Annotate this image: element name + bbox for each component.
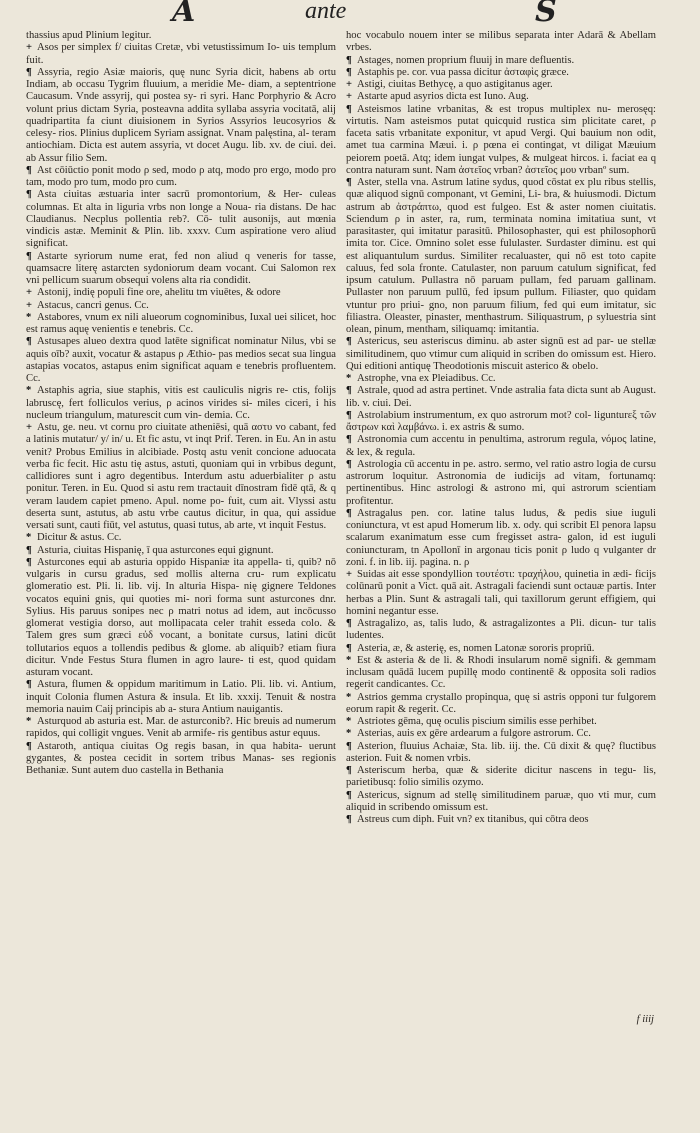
header-letter-right: S bbox=[535, 0, 557, 29]
entry-text: Asta ciuitas æstuaria inter sacrū promontorium, & Her- culeas columnas. Et alta in liguria vrbs non longe a Noua- ria distans. De hac Claudianus. Necplus pollentia reb?. Cō- tulit ausonijs, aut mœnia vindicis astæ. Meminit & Plin. lib. xxxv. Cum aspiratione vero aliud significat. bbox=[26, 189, 336, 250]
paragraph-mark-icon: ¶ bbox=[26, 544, 32, 556]
paragraph-mark-icon: ¶ bbox=[346, 54, 352, 66]
entry-text: Astacus, cancri genus. Cc. bbox=[37, 299, 149, 311]
dictionary-entry bbox=[26, 30, 336, 42]
paragraph-mark-icon: ¶ bbox=[346, 618, 352, 629]
paragraph-mark-icon: * bbox=[346, 728, 352, 740]
paragraph-mark-icon: ¶ bbox=[26, 679, 32, 691]
dictionary-entry bbox=[26, 300, 336, 312]
entry-text: Est & asteria & de li. & Rhodi insularum nomē signifi. & gemmam inclusam quādā lucem pupillę modo continentē & opposita soli radios regerit candicantes. Cc. bbox=[346, 654, 656, 691]
entry-text: Astaroth, antiqua ciuitas Og regis basan, in qua habita- uerunt gygantes, & postea cecidit in sortem tribus Manas- ses regionis Bethaniæ. Sunt autem duo castella in Bethania bbox=[26, 740, 336, 776]
entry-text: Astericus, signum ad stellę similitudinem paruæ, quo vti mur, cum aliquid in scribendo omissum est. bbox=[346, 789, 656, 813]
entry-text: Asterion, fluuius Achaiæ, Sta. lib. iij. the. Cū dixit & quę? fluctibus asterion. Fuit & nomen vrbis. bbox=[346, 740, 656, 764]
paragraph-mark-icon: ¶ bbox=[346, 814, 352, 825]
entry-text: Asteria, æ, & asterię, es, nomen Latonæ sororis propriū. bbox=[357, 642, 595, 654]
paragraph-mark-icon: ¶ bbox=[346, 740, 352, 752]
dictionary-entry bbox=[346, 692, 656, 717]
entry-text: Asterias, auis ex gēre ardearum a fulgore astrorum. Cc. bbox=[357, 728, 591, 740]
dictionary-entry bbox=[346, 508, 656, 569]
dictionary-entry bbox=[346, 459, 656, 508]
entry-text: Asos per simplex f/ ciuitas Cretæ, vbi vetustissimum Io- uis templum fuit. bbox=[26, 42, 336, 66]
paragraph-mark-icon: ¶ bbox=[26, 556, 32, 568]
right-column bbox=[346, 30, 656, 826]
entry-text: hoc vocabulo nouem inter se milibus separata inter Adarā & Abellam vrbes. bbox=[346, 30, 656, 54]
dictionary-entry bbox=[346, 814, 656, 826]
dictionary-entry bbox=[346, 790, 656, 815]
dictionary-entry bbox=[26, 312, 336, 337]
paragraph-mark-icon: ¶ bbox=[346, 385, 352, 397]
entry-text: thassius apud Plinium legitur. bbox=[26, 30, 152, 41]
entry-text: Astrophe, vna ex Pleiadibus. Cc. bbox=[357, 373, 496, 384]
paragraph-mark-icon: ¶ bbox=[26, 250, 32, 262]
dictionary-entry bbox=[346, 177, 656, 336]
dictionary-entry bbox=[26, 557, 336, 680]
dictionary-entry bbox=[26, 67, 336, 165]
entry-text: Astages, nomen proprium fluuij in mare defluentis. bbox=[357, 54, 575, 66]
dictionary-entry bbox=[346, 410, 656, 435]
dictionary-entry bbox=[26, 679, 336, 716]
dictionary-entry bbox=[346, 79, 656, 91]
entry-text: Astericus, seu asteriscus diminu. ab aster signū est ad par- ue stellæ similitudinem, quo vtimur cum aliquid in scriben do omissum est. Hiero. Qui editioni antiquę Theodotionis miscuit asterico & obelo. bbox=[346, 336, 656, 372]
paragraph-mark-icon: ¶ bbox=[346, 66, 352, 78]
dictionary-entry bbox=[26, 287, 336, 299]
paragraph-mark-icon: ¶ bbox=[26, 164, 32, 176]
paragraph-mark-icon: ¶ bbox=[346, 336, 352, 348]
signature-mark: f iiij bbox=[636, 1014, 654, 1025]
dictionary-entry bbox=[346, 373, 656, 385]
paragraph-mark-icon: + bbox=[346, 569, 353, 580]
paragraph-mark-icon: * bbox=[26, 311, 32, 323]
entry-text: Astarte syriorum nume erat, fed non aliud q veneris for tasse, quamsacre literę astarcten sydoniorum deam vocant. Cui Salomon rex vni pellicum suarum obsequi volens alta ria condidit. bbox=[26, 250, 336, 286]
entry-text: Astrale, quod ad astra pertinet. Vnde astralia fata dicta sunt ab August. lib. v. ciui. Dei. bbox=[346, 385, 656, 409]
entry-text: Astura, flumen & oppidum maritimum in Latio. Pli. lib. vi. Antium, inquit Colonia flumen Astura & insula. Et lib. xxxij. Tenuit & nostra memoria nauim Caij principis ab a- stura Antium nauigantis. bbox=[26, 679, 336, 715]
dictionary-entry bbox=[26, 545, 336, 557]
header-running-title: ante bbox=[305, 0, 347, 24]
entry-text: Astrologia cū accentu in pe. astro. sermo, vel ratio astro logia de cursu astrorum loquitur. Astronomia de iudicijs ad vitam, fortunamq: pertinentibus. Hinc astrologi & astrono mi, qui astrorum scientiam profitentur. bbox=[346, 458, 656, 507]
dictionary-entry bbox=[26, 42, 336, 67]
dictionary-entry bbox=[26, 165, 336, 190]
paragraph-mark-icon: * bbox=[26, 385, 32, 397]
entry-text: Astaphis pe. cor. vua passa dicitur ἀσταφὶς græce. bbox=[357, 66, 569, 78]
paragraph-mark-icon: + bbox=[26, 287, 33, 299]
dictionary-entry bbox=[346, 716, 656, 728]
paragraph-mark-icon: ¶ bbox=[346, 409, 352, 421]
entry-text: Astriotes gēma, quę oculis piscium similis esse perhibet. bbox=[357, 716, 597, 727]
paragraph-mark-icon: + bbox=[26, 422, 33, 433]
dictionary-entry bbox=[346, 618, 656, 643]
entry-text: Asteriscum herba, quæ & siderite dicitur nascens in tegu- lis, parietibusq: folio similis ozymo. bbox=[346, 765, 656, 789]
entry-text: Ast cōiūctio ponit modo ρ sed, modo ρ atq, modo pro ergo, modo pro tam, modo pro tum, modo pro cum. bbox=[26, 164, 336, 188]
dictionary-entry bbox=[26, 741, 336, 778]
entry-text: Suidas ait esse spondyllion τουτέστι: τραχήλου, quinetia in ædi- ficijs colūnarū ponit a Vict. quā ait. Astragali faciendi sunt octauæ partis. Inter herbas a Plin. Sunt & astragali tali, qui taxillorum gerunt effigiem, qui homini negantur esse. bbox=[346, 569, 656, 617]
paragraph-mark-icon: * bbox=[346, 373, 352, 384]
entry-text: Dicitur & astus. Cc. bbox=[37, 532, 122, 544]
entry-text: Astu, ge. neu. vt cornu pro ciuitate atheniēsi, quā αστυ vo cabant, fed a latinis mutatur/ y/ in/ u. Et fic astu, vt inqt Prif. Teren. in Eu. An in astu venit? Probus Emilius in alcibiade. Postq astu venit concione aduocata verba fic fecit. Hic astu tię astus, astuti, quoniam qui in vrbibus degunt, callidiores sunt i agro degentibus. Interdum astu aduerbialiter ρ astu ponitur. Teren. in Eu. Quod si astu rem tractauit dīnostram fidē qtā, & q veram laudem capiet pmeno. Apul. nome po- fuit, cum ait. Vlyssi astu deserta sunt, astutus, ab astu vrbe cautus dicitur, in qua, qui assidue versati sunt, cauti fiūt, vel astutus, quasi tutus, ab arte, vt inquit Festus. bbox=[26, 422, 336, 531]
paragraph-mark-icon: * bbox=[346, 654, 352, 666]
entry-text: Astragalus pen. cor. latine talus ludus, & pedis siue iuguli coniunctura, vt est apud Homerum lib. x. ody. qui scribit El penora lapsu scalarum exanimatum esse cum fregisset astra- galon, id est iuguli coniuncturam, tn Apollonī in argonau ticis ponit ρ ludo q vulganter dr zoni. f. in lib. iij. pagina. n. ρ bbox=[346, 507, 656, 568]
entry-text: Asturcones equi ab asturia oppido Hispaniæ ita appella- ti, quib? nō vulgaris in cursu gradus, sed mollis alterna cru- rum explicatu glomeratio est. Pli. li. lib. vij. In alturia Hispa- nię gignere Teldones vocatos equini gnis, qui quoties mi- nori forma sunt asturcones dnr. Sylius. His paruus sonipes nec ρ matri notus ad idem, aut incōcusso glomerat vestigia dorso, aut mollipacata celer trahit esseda colo. & Talem gres sum græci εὐδ vocant, a bonitate cursus, latini dicūt tollutarios equos a tollendis pedibus & glome. ab aliquib? etiam fiura dicitur. Vnde Festus Stura flumen in agro laure- ti est, quod quidam asturam vocant. bbox=[26, 556, 336, 678]
entry-text: Astragalizo, as, talis ludo, & astragalizontes a Pli. dicun- tur talis ludentes. bbox=[346, 618, 656, 642]
dictionary-entry bbox=[26, 422, 336, 532]
dictionary-entry bbox=[26, 385, 336, 422]
paragraph-mark-icon: + bbox=[346, 91, 353, 103]
paragraph-mark-icon: ¶ bbox=[26, 336, 32, 348]
paragraph-mark-icon: * bbox=[26, 532, 32, 544]
dictionary-entry bbox=[346, 104, 656, 178]
paragraph-mark-icon: ¶ bbox=[26, 740, 32, 752]
paragraph-mark-icon: + bbox=[26, 299, 33, 311]
paragraph-mark-icon: + bbox=[26, 42, 33, 54]
dictionary-entry bbox=[26, 336, 336, 385]
dictionary-entry bbox=[346, 741, 656, 766]
paragraph-mark-icon: ¶ bbox=[346, 507, 352, 519]
paragraph-mark-icon: ¶ bbox=[346, 458, 352, 470]
dictionary-entry bbox=[26, 716, 336, 741]
dictionary-entry bbox=[346, 336, 656, 373]
dictionary-entry bbox=[346, 655, 656, 692]
paragraph-mark-icon: ¶ bbox=[346, 789, 352, 801]
dictionary-entry bbox=[26, 532, 336, 544]
dictionary-entry bbox=[346, 30, 656, 55]
entry-text: Astrios gemma crystallo propinqua, quę si astris opponi tur fulgorem eorum rapit & regerit. Cc. bbox=[346, 691, 656, 715]
entry-text: Astigi, ciuitas Bethycę, a quo astigitanus ager. bbox=[357, 79, 553, 90]
dictionary-entry bbox=[346, 765, 656, 790]
paragraph-mark-icon: * bbox=[26, 716, 32, 727]
entry-text: Astaphis agria, siue staphis, vitis est cauliculis nigris re- ctis, folijs labruscę, fert folliculos verius, ρ acinos virides si- miles ciceri, i his nucleum triangulum, maturescit cum vin- demia. Cc. bbox=[26, 385, 336, 421]
paragraph-mark-icon: ¶ bbox=[346, 177, 352, 188]
paragraph-mark-icon: ¶ bbox=[26, 66, 32, 78]
dictionary-entry bbox=[346, 434, 656, 459]
entry-text: Astusapes alueo dextra quod latēte significat nominatur Nilus, vbi se aquis oīb? auxit, vocatur & astapus ρ Æthio- pas medios secat sua lingua astapias vocatos, astapus enim significat aquam e tenebris profluentem. Cc. bbox=[26, 336, 336, 384]
left-column bbox=[26, 30, 336, 777]
entry-text: Astarte apud asyrios dicta est Iuno. Aug. bbox=[357, 91, 529, 103]
paragraph-mark-icon: ¶ bbox=[346, 765, 352, 776]
dictionary-entry bbox=[346, 91, 656, 103]
dictionary-entry bbox=[346, 569, 656, 618]
paragraph-mark-icon: + bbox=[346, 79, 353, 90]
entry-text: Astabores, vnum ex nili alueorum cognominibus, Iuxal uei silicet, hoc est ramus aquę venientis e tenebris. Cc. bbox=[26, 311, 336, 335]
paragraph-mark-icon: ¶ bbox=[346, 103, 352, 115]
entry-text: Astrolabium instrumentum, ex quo astrorum mot? col- ligunturεξ τῶν ἄστρων καὶ λαμβάνω. i. ex astris & sumo. bbox=[346, 409, 656, 433]
paragraph-mark-icon: ¶ bbox=[346, 434, 352, 446]
entry-text: Aster, stella vna. Astrum latine sydus, quod cōstat ex plu ribus stellis, quæ aliquod signū componant, vt Gemini, Li- bra, & huiusmodi. Dictum astrum ab ἀστράπτω, quod est fulgeo. Est & aster nomen ciuitatis. Sciendum ρ in aster, ra, rum, terminata nomina imitatiua sunt, vt parasitaster, qui imitatur parasitū. Philosophaster, qui est philosophorū imita tor. Cice. Omnino solet esse fululaster. Surdaster diminu. est qui est aliquantulum surdus. Similiter recaluaster, qui nō est toto capite caluus, fed sola fronte. Catulaster, non paruum catulum significat, fed ipsum catulum. Pullastra nō paruam pullam, fed paruam gallinam. Pullaster non paruum pullū, fed ipsum pullum. Filiaster, quo quidam vtuntur pro priui- gno, non paruum filium, fed qui eum imitatur, sic filiastra. Oleaster, pinaster, menthastrum. Siliquastrum, ρ syluestria sint olean, pinum, mentham, siliquamq: imitantia. bbox=[346, 177, 656, 335]
dictionary-entry bbox=[346, 728, 656, 740]
entry-text: Asturquod ab asturia est. Mar. de asturconib?. Hic breuis ad numerum rapidos, qui colligit vngues. Venit ab armife- ris gentibus astur equus. bbox=[26, 716, 336, 740]
dictionary-entry bbox=[26, 251, 336, 288]
dictionary-entry bbox=[26, 189, 336, 250]
entry-text: Astonij, indię populi fine ore, ahelitu tm viuētes, & odore bbox=[37, 287, 281, 299]
entry-text: Astronomia cum accentu in penultima, astrorum regula, νόμος latine, & lex, & regula. bbox=[346, 434, 656, 458]
dictionary-entry bbox=[346, 67, 656, 79]
entry-text: Asturia, ciuitas Hispanię, ī qua asturcones equi gignunt. bbox=[37, 544, 274, 556]
paragraph-mark-icon: * bbox=[346, 691, 352, 703]
header-letter-left: A bbox=[172, 0, 196, 29]
paragraph-mark-icon: ¶ bbox=[346, 642, 352, 654]
dictionary-entry bbox=[346, 55, 656, 67]
dictionary-entry bbox=[346, 385, 656, 410]
dictionary-entry bbox=[346, 643, 656, 655]
paragraph-mark-icon: * bbox=[346, 716, 352, 727]
entry-text: Assyria, regio Asiæ maioris, quę nunc Syria dicit, habens ab ortu Indiam, ab occasu Tygrim fluuium, a meridie Me- diam, a septentrione Caucasum. Vnde assyrij, qui postea sy- ri syri. Hanc Porphyrio & Acro volunt prius dictam Syria, posteavna addita syllaba assyria vocitatā, alij quadripartita fa ciunt diuisionem in Syrios Assyrios leucosyrios & celesy- rios. Plinius duplicem Syriam assignat. Vnam palęstina, al- teram antiochiam. Dicta est autem assyria, vt docet Augu. lib. xv. de ciui. dei. ab Assur filio Sem. bbox=[26, 66, 336, 164]
entry-text: Asteismos latine vrbanitas, & est tropus multiplex nu- merosęq: virtutis. Nam asteismos putat quicquid rustica sim plicitate caret, ρ faceta satis vrbanitate exponitur, vt apud Vergi. Qui bauium non odit, amet tua carmina Mæui. i. ρ pœna ei contingat, vt diligat Mæuium peiorem poetā. Atq; idem iungat vulpes, & mulgeat hircos. i. faciat ea q contra naturam sunt. Nam ἀστεῖος vrban? ἀστεῖος μου vrbanº sum. bbox=[346, 103, 656, 176]
paragraph-mark-icon: ¶ bbox=[26, 189, 32, 201]
entry-text: Astreus cum diph. Fuit vn? ex titanibus, qui cōtra deos bbox=[357, 814, 589, 825]
